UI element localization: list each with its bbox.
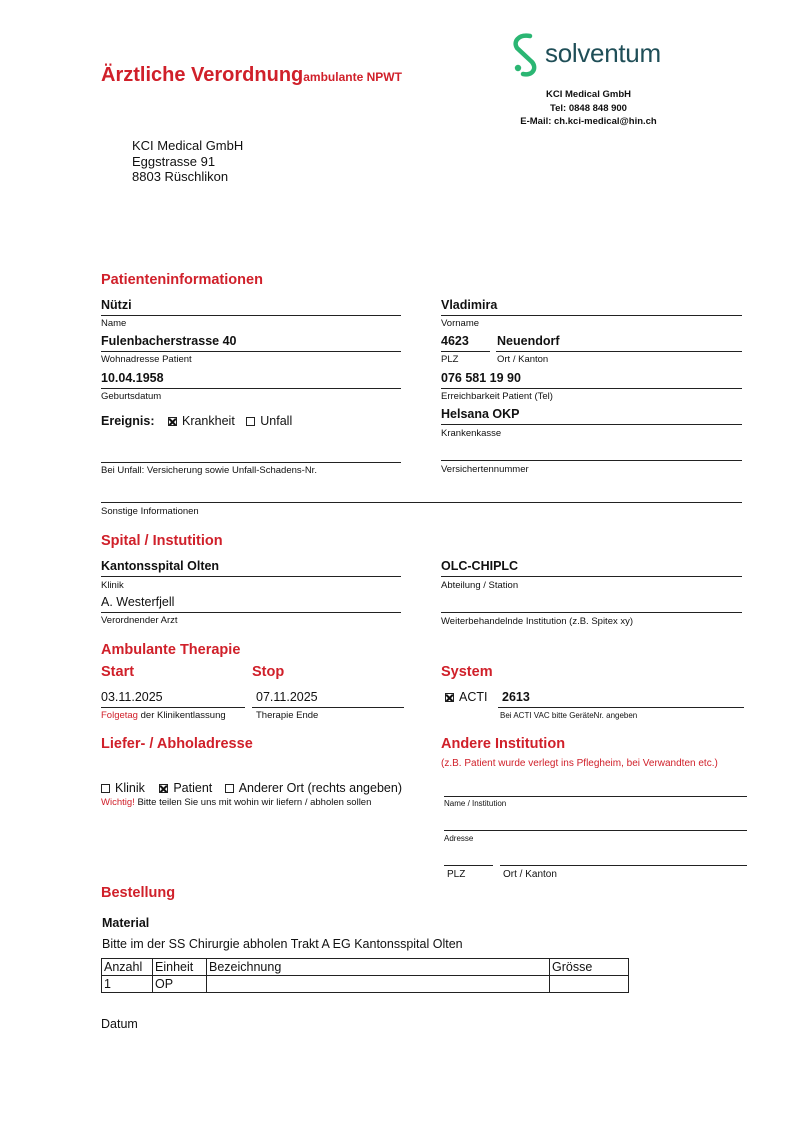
krankheit-label: Krankheit [181,414,235,428]
spital-klinik[interactable]: Kantonsspital Olten [101,559,220,573]
label-birth: Geburtsdatum [101,391,162,402]
table-row [102,976,629,993]
divider [101,462,401,463]
liefer-patient-label: Patient [173,781,213,795]
datum-label: Datum [101,1017,138,1031]
label-andere-adresse: Adresse [444,834,474,843]
checkbox-empty-icon [225,784,234,793]
address-line-3: 8803 Rüschlikon [132,169,229,184]
divider [444,796,747,797]
divider [101,502,742,503]
label-start [101,710,226,721]
checkbox-checked-icon [168,417,177,426]
divider [441,612,742,613]
divider [500,865,747,866]
label-andere-ort: Ort / Kanton [503,869,557,880]
contact-email: E-Mail: ch.kci-medical@hin.ch [520,116,657,127]
label-street: Wohnadresse Patient [101,354,192,365]
patient-phone[interactable]: 076 581 19 90 [441,371,521,385]
header-einheit: Einheit [153,959,207,976]
divider [498,707,744,708]
label-ort: Ort / Kanton [497,354,549,365]
label-weiter: Weiterbehandelnde Institution (z.B. Spitex xy) [441,616,634,627]
label-versichertennummer: Versichertennummer [441,464,529,475]
label-stop: Therapie Ende [256,710,319,721]
heading-system: System [441,664,493,680]
spital-arzt[interactable]: A. Westerfjell [101,595,175,609]
divider [101,612,401,613]
patient-kasse[interactable]: Helsana OKP [441,407,520,421]
checkbox-unfall[interactable] [246,414,292,428]
address-line-2: Eggstrasse 91 [132,153,216,169]
divider [252,707,404,708]
solventum-logo-icon [508,32,542,78]
label-klinik: Klinik [101,580,124,591]
patient-street[interactable]: Fulenbacherstrasse 40 [101,334,237,348]
divider [101,315,401,316]
section-liefer: Liefer- / Abholadresse [101,736,253,752]
header-bezeichnung: Bezeichnung [207,959,550,976]
therapie-start[interactable]: 03.11.2025 [101,690,163,704]
checkbox-krankheit[interactable] [168,414,235,428]
checkbox-checked-icon [445,693,454,702]
checkbox-liefer-patient[interactable] [159,781,212,795]
label-start-rest: der Klinikentlassung [140,710,226,721]
label-abteilung: Abteilung / Station [441,580,519,591]
label-start-folgetag: Folgetag [101,710,138,721]
section-patient: Patienteninformationen [101,272,263,288]
liefer-anderer-label: Anderer Ort (rechts angeben) [238,781,402,795]
patient-plz[interactable]: 4623 [441,334,469,348]
checkbox-liefer-anderer[interactable] [225,781,402,795]
label-andere-name: Name / Institution [444,799,507,808]
cell-bezeichnung[interactable] [207,976,550,993]
divider [101,707,245,708]
acti-label: ACTI [459,690,488,704]
label-sonstige: Sonstige Informationen [101,506,199,517]
checkbox-empty-icon [246,417,255,426]
material-note: Bitte im der SS Chirurgie abholen Trakt A EG Kantonsspital Olten [102,937,463,951]
checkbox-checked-icon [159,784,168,793]
material-heading: Material [102,916,150,930]
brand-logo [508,32,661,83]
table-header-row [102,959,629,976]
divider [441,351,490,352]
title-main: Ärztliche Verordnung [101,64,304,86]
contact-company: KCI Medical GmbH [546,89,631,100]
ereignis-group [101,414,292,428]
patient-ort[interactable]: Neuendorf [497,334,560,348]
label-vorname: Vorname [441,318,480,329]
contact-tel: Tel: 0848 848 900 [550,102,627,114]
label-phone: Erreichbarkeit Patient (Tel) [441,391,553,402]
unfall-label: Unfall [260,414,293,428]
ereignis-label: Ereignis: [101,414,155,428]
recipient-address [132,138,243,185]
label-plz: PLZ [441,354,459,365]
divider [441,576,742,577]
divider [441,315,742,316]
divider [101,576,401,577]
divider [441,424,742,425]
company-contact [506,88,671,129]
liefer-hint-text: Bitte teilen Sie uns mit wohin wir liefern / abholen sollen [137,797,372,808]
checkbox-empty-icon [101,784,110,793]
divider [444,830,747,831]
label-name: Name [101,318,127,329]
heading-stop: Stop [252,664,285,680]
divider [101,351,401,352]
order-table-wrap [101,958,629,993]
therapie-stop[interactable]: 07.11.2025 [256,690,318,704]
section-bestellung: Bestellung [101,885,176,901]
andere-hint: (z.B. Patient wurde verlegt ins Pflegheim, bei Verwandten etc.) [441,758,718,769]
label-arzt: Verordnender Arzt [101,615,178,626]
divider [441,388,742,389]
divider [444,865,493,866]
label-unfall-versicherung: Bei Unfall: Versicherung sowie Unfall-Schadens-Nr. [101,465,317,476]
divider [496,351,742,352]
liefer-options [101,779,402,797]
checkbox-liefer-klinik[interactable] [101,781,145,795]
heading-start: Start [101,664,135,680]
address-line-1: KCI Medical GmbH [132,138,244,153]
patient-birth[interactable]: 10.04.1958 [101,371,164,385]
cell-einheit[interactable]: OP [153,976,207,993]
divider [441,460,742,461]
label-geraet: Bei ACTI VAC bitte GeräteNr. angeben [500,711,638,720]
patient-name[interactable]: Nützi [101,298,132,312]
brand-name: solventum [545,38,661,68]
cell-anzahl[interactable]: 1 [102,976,153,993]
section-therapie: Ambulante Therapie [101,642,241,658]
section-spital: Spital / Instutition [101,533,223,549]
order-table [101,958,629,993]
liefer-wichtig: Wichtig! [101,797,135,808]
liefer-klinik-label: Klinik [115,781,145,795]
document-title [101,64,402,87]
cell-groesse[interactable] [550,976,629,993]
divider [101,388,401,389]
title-sub: ambulante NPWT [303,70,402,84]
patient-vorname[interactable]: Vladimira [441,298,498,312]
section-andere: Andere Institution [441,736,566,752]
header-groesse: Grösse [550,959,629,976]
label-andere-plz: PLZ [447,869,466,880]
therapie-geraet[interactable]: 2613 [502,690,530,704]
label-kasse: Krankenkasse [441,428,502,439]
checkbox-acti[interactable] [445,690,487,704]
liefer-hint [101,797,371,808]
header-anzahl: Anzahl [102,959,153,976]
spital-abteilung[interactable]: OLC-CHIPLC [441,559,519,573]
